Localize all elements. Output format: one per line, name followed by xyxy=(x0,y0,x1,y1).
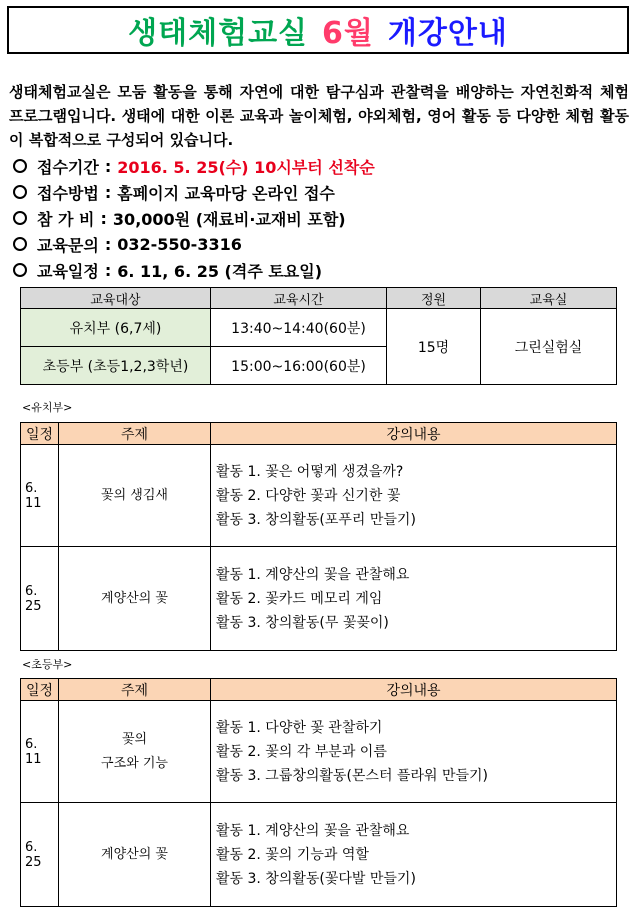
info-list xyxy=(11,153,631,283)
activity-item: 활동 3. 창의활동(꽃다발 만들기) xyxy=(216,870,416,887)
summary-header-room: 교육실 xyxy=(481,288,617,309)
summary-header-capacity: 정원 xyxy=(387,288,481,309)
info-value: 홈페이지 교육마당 온라인 접수 xyxy=(117,183,335,203)
page-title xyxy=(7,6,629,54)
circle-bullet-icon xyxy=(13,211,27,225)
row-topic: 꽃의 생김새 xyxy=(59,445,211,547)
info-fee: 참 가 비 : 30,000원 (재료비·교재비 포함) xyxy=(11,205,631,231)
activity-item: 활동 3. 창의활동(무 꽃꽂이) xyxy=(216,614,389,631)
intro-paragraph: 생태체험교실은 모둠 활동을 통해 자연에 대한 탐구심과 관찰력을 배양하는 자연친화적 체험 프로그램입니다. 생태에 대한 이론 교육과 놀이체험, 야외체험, 영어 활동 등 다양한 체험 활동이 복합적으로 구성되어 있습니다. xyxy=(9,83,629,149)
summary-table xyxy=(20,287,617,385)
info-label: 접수방법 xyxy=(37,183,99,203)
info-label: 접수기간 xyxy=(37,157,99,177)
activity-item: 활동 1. 계양산의 꽃을 관찰해요 xyxy=(216,566,410,583)
section-label-kinder: <유치부> xyxy=(22,401,73,414)
row-topic: 계양산의 꽃 xyxy=(59,547,211,651)
info-schedule: 교육일정 : 6. 11, 6. 25 (격주 토요일) xyxy=(11,257,631,283)
activity-item: 활동 2. 다양한 꽃과 신기한 꽃 xyxy=(216,487,401,504)
summary-header-time: 교육시간 xyxy=(211,288,387,309)
row-topic: 계양산의 꽃 xyxy=(59,803,211,907)
summary-capacity: 15명 xyxy=(387,309,481,385)
row-date: 6. 11 xyxy=(21,445,59,547)
info-label: 교육문의 xyxy=(37,235,99,255)
title-notice: 개강안내 xyxy=(387,16,508,51)
row-activities xyxy=(211,445,617,547)
summary-room: 그린실험실 xyxy=(481,309,617,385)
circle-bullet-icon xyxy=(13,237,27,251)
table-row xyxy=(21,701,617,803)
info-label: 참 가 비 xyxy=(37,209,95,229)
row-date: 6. 25 xyxy=(21,803,59,907)
activity-item: 활동 2. 꽃카드 메모리 게임 xyxy=(216,590,383,607)
row-activities xyxy=(211,803,617,907)
activity-item: 활동 1. 다양한 꽃 관찰하기 xyxy=(216,719,383,736)
section-label-elementary: <초등부> xyxy=(22,658,73,671)
header-content: 강의내용 xyxy=(211,423,617,445)
row-activities xyxy=(211,547,617,651)
row-date: 6. 25 xyxy=(21,547,59,651)
header-date: 일정 xyxy=(21,679,59,701)
info-period: 접수기간 : 2016. 5. 25(수) 10시부터 선착순 xyxy=(11,153,631,179)
info-method: 접수방법 : 홈페이지 교육마당 온라인 접수 xyxy=(11,179,631,205)
summary-target: 유치부 (6,7세) xyxy=(21,309,211,347)
kinder-schedule-table xyxy=(20,422,617,651)
topic-line: 꽃의 xyxy=(121,731,148,747)
summary-header-target: 교육대상 xyxy=(21,288,211,309)
activity-item: 활동 3. 창의활동(포푸리 만들기) xyxy=(216,511,416,528)
summary-time: 13:40~14:40(60분) xyxy=(211,309,387,347)
info-contact: 교육문의 : 032-550-3316 xyxy=(11,231,631,257)
header-content: 강의내용 xyxy=(211,679,617,701)
row-date: 6. 11 xyxy=(21,701,59,803)
info-value: 30,000원 (재료비·교재비 포함) xyxy=(112,209,346,229)
info-label: 교육일정 xyxy=(37,261,99,281)
table-row xyxy=(21,445,617,547)
header-topic: 주제 xyxy=(59,679,211,701)
elementary-schedule-table xyxy=(20,678,617,907)
summary-time: 15:00~16:00(60분) xyxy=(211,347,387,385)
header-date: 일정 xyxy=(21,423,59,445)
circle-bullet-icon xyxy=(13,185,27,199)
summary-target: 초등부 (초등1,2,3학년) xyxy=(21,347,211,385)
row-topic xyxy=(59,701,211,803)
info-value: 032-550-3316 xyxy=(117,234,242,254)
topic-line: 구조와 기능 xyxy=(101,755,168,771)
activity-item: 활동 1. 꽃은 어떻게 생겼을까? xyxy=(216,463,404,480)
activity-item: 활동 2. 꽃의 각 부분과 이름 xyxy=(216,743,387,760)
table-row xyxy=(21,547,617,651)
info-value: 2016. 5. 25(수) 10시부터 선착순 xyxy=(117,157,375,177)
header-topic: 주제 xyxy=(59,423,211,445)
circle-bullet-icon xyxy=(13,263,27,277)
activity-item: 활동 1. 계양산의 꽃을 관찰해요 xyxy=(216,822,410,839)
title-program: 생태체험교실 xyxy=(128,16,309,51)
row-activities xyxy=(211,701,617,803)
activity-item: 활동 2. 꽃의 기능과 역할 xyxy=(216,846,369,863)
info-value: 6. 11, 6. 25 (격주 토요일) xyxy=(117,261,323,281)
activity-item: 활동 3. 그룹창의활동(몬스터 플라워 만들기) xyxy=(216,767,488,784)
title-month: 6월 xyxy=(322,16,374,51)
circle-bullet-icon xyxy=(13,159,27,173)
table-row xyxy=(21,803,617,907)
